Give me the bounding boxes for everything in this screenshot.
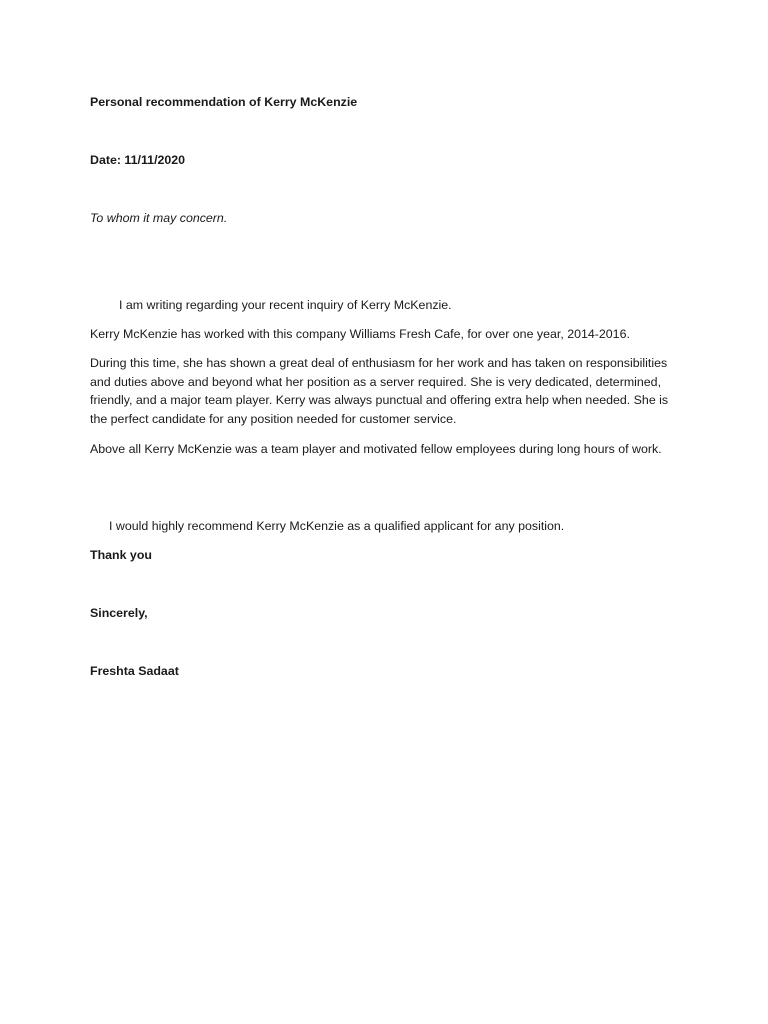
paragraph-employment: Kerry McKenzie has worked with this company Williams Fresh Cafe, for over one year, 2014-2016. [90, 327, 630, 341]
letter-thanks: Thank you [90, 548, 152, 562]
letter-signature: Freshta Sadaat [90, 664, 179, 678]
letter-closing: Sincerely, [90, 606, 148, 620]
letter-title: Personal recommendation of Kerry McKenzie [90, 95, 358, 109]
paragraph-recommendation: I would highly recommend Kerry McKenzie as a qualified applicant for any position. [109, 519, 565, 533]
letter-salutation: To whom it may concern. [90, 211, 228, 225]
paragraph-team-player: Above all Kerry McKenzie was a team player and motivated fellow employees during long hours of work. [90, 442, 662, 456]
paragraph-qualities: During this time, she has shown a great deal of enthusiasm for her work and has taken on responsibilities and duties above and beyond what her position as a server required. She is very dedicated, determined, friendly, and a major team player. Kerry was always punctual and offering extra help when needed. She is the perfect candidate for any position needed for customer service. [90, 356, 669, 426]
paragraph-intro: I am writing regarding your recent inquiry of Kerry McKenzie. [119, 298, 452, 312]
letter-date: Date: 11/11/2020 [90, 153, 186, 167]
